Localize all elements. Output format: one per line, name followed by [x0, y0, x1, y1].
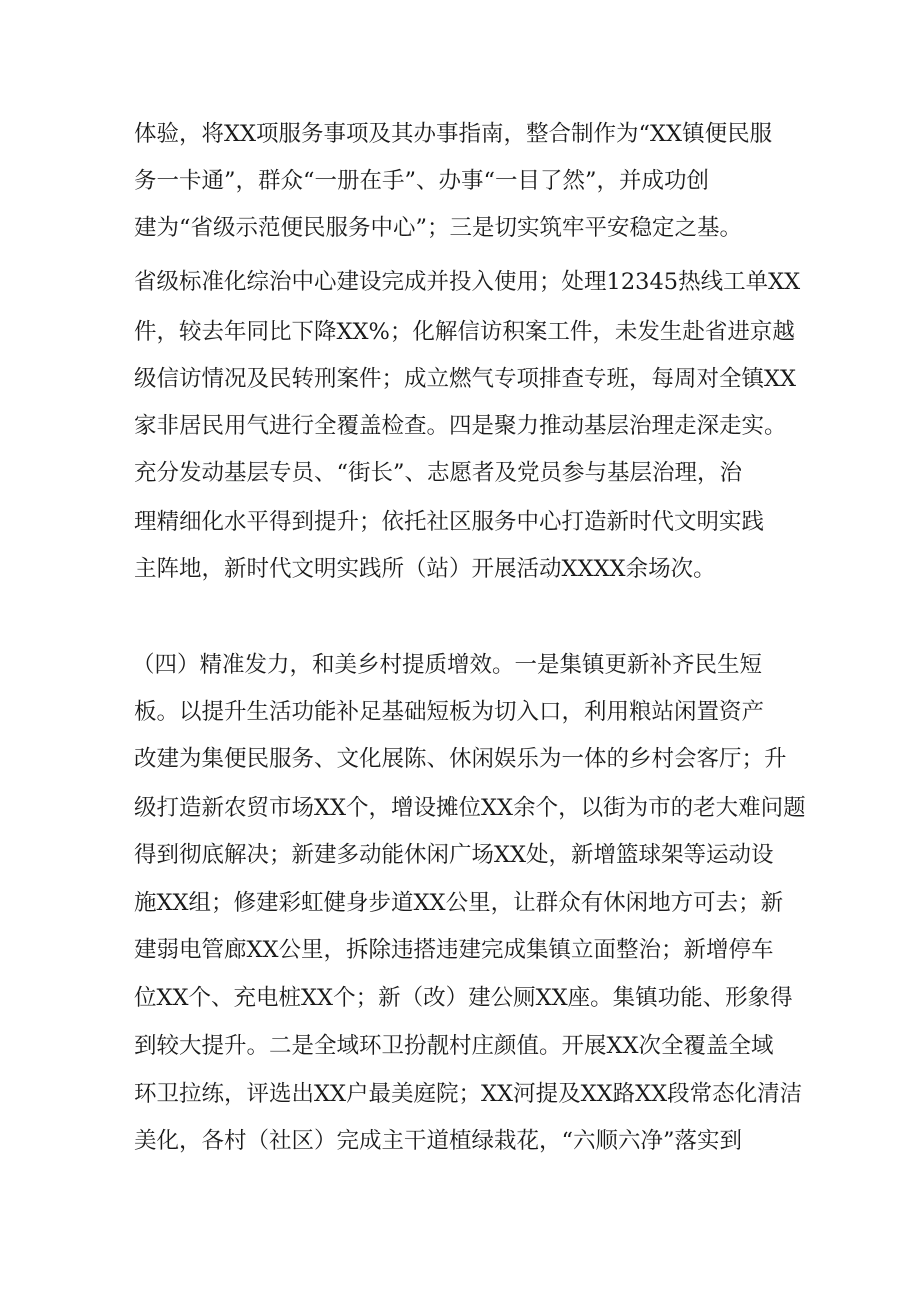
text-line: 务一卡通”，群众“一册在手”、办事“一目了然”，并成功创 [134, 168, 710, 194]
text-line: 级打造新农贸市场XX个，增设摊位XX余个，以街为市的老大难问题 [134, 795, 806, 821]
text-line: 建为“省级示范便民服务中心”；三是切实筑牢平安稳定之基。 [134, 215, 743, 241]
text-line: 环卫拉练，评选出XX户最美庭院；XX河提及XX路XX段常态化清洁 [134, 1081, 803, 1107]
text-line: 件，较去年同比下降XX%；化解信访积案工件，未发生赴省进京越 [134, 319, 795, 345]
text-line: 省级标准化综治中心建设完成并投入使用；处理12345热线工单XX [134, 269, 801, 295]
section-heading-line: （四）精准发力，和美乡村提质增效。一是集镇更新补齐民生短 [132, 652, 763, 678]
text-line: 位XX个、充电桩XX个；新（改）建公厕XX座。集镇功能、形象得 [134, 985, 793, 1011]
text-line: 级信访情况及民转刑案件；成立燃气专项排查专班，每周对全镇XX [134, 366, 797, 392]
text-line: 板。以提升生活功能补足基础短板为切入口，利用粮站闲置资产 [134, 699, 765, 725]
text-line: 美化，各村（社区）完成主干道植绿栽花，“六顺六净”落实到 [134, 1128, 743, 1154]
text-line: 理精细化水平得到提升；依托社区服务中心打造新时代文明实践 [134, 509, 765, 535]
text-line: 到较大提升。二是全域环卫扮靓村庄颜值。开展XX次全覆盖全域 [134, 1033, 774, 1059]
text-line: 建弱电管廊XX公里，拆除违搭违建完成集镇立面整治；新增停车 [134, 937, 774, 963]
text-line: 改建为集便民服务、文化展陈、休闲娱乐为一体的乡村会客厅；升 [134, 746, 787, 772]
text-line: 家非居民用气进行全覆盖检查。四是聚力推动基层治理走深走实。 [134, 413, 787, 439]
text-line: 施XX组；修建彩虹健身步道XX公里，让群众有休闲地方可去；新 [134, 890, 784, 916]
text-line: 体验，将XX项服务事项及其办事指南，整合制作为“XX镇便民服 [134, 121, 773, 147]
text-line: 得到彻底解决；新建多动能休闲广场XX处，新增篮球架等运动设 [134, 842, 774, 868]
text-line: 主阵地，新时代文明实践所（站）开展活动XXXX余场次。 [134, 556, 716, 582]
text-line: 充分发动基层专员、“街长”、志愿者及党员参与基层治理，治 [134, 460, 743, 486]
